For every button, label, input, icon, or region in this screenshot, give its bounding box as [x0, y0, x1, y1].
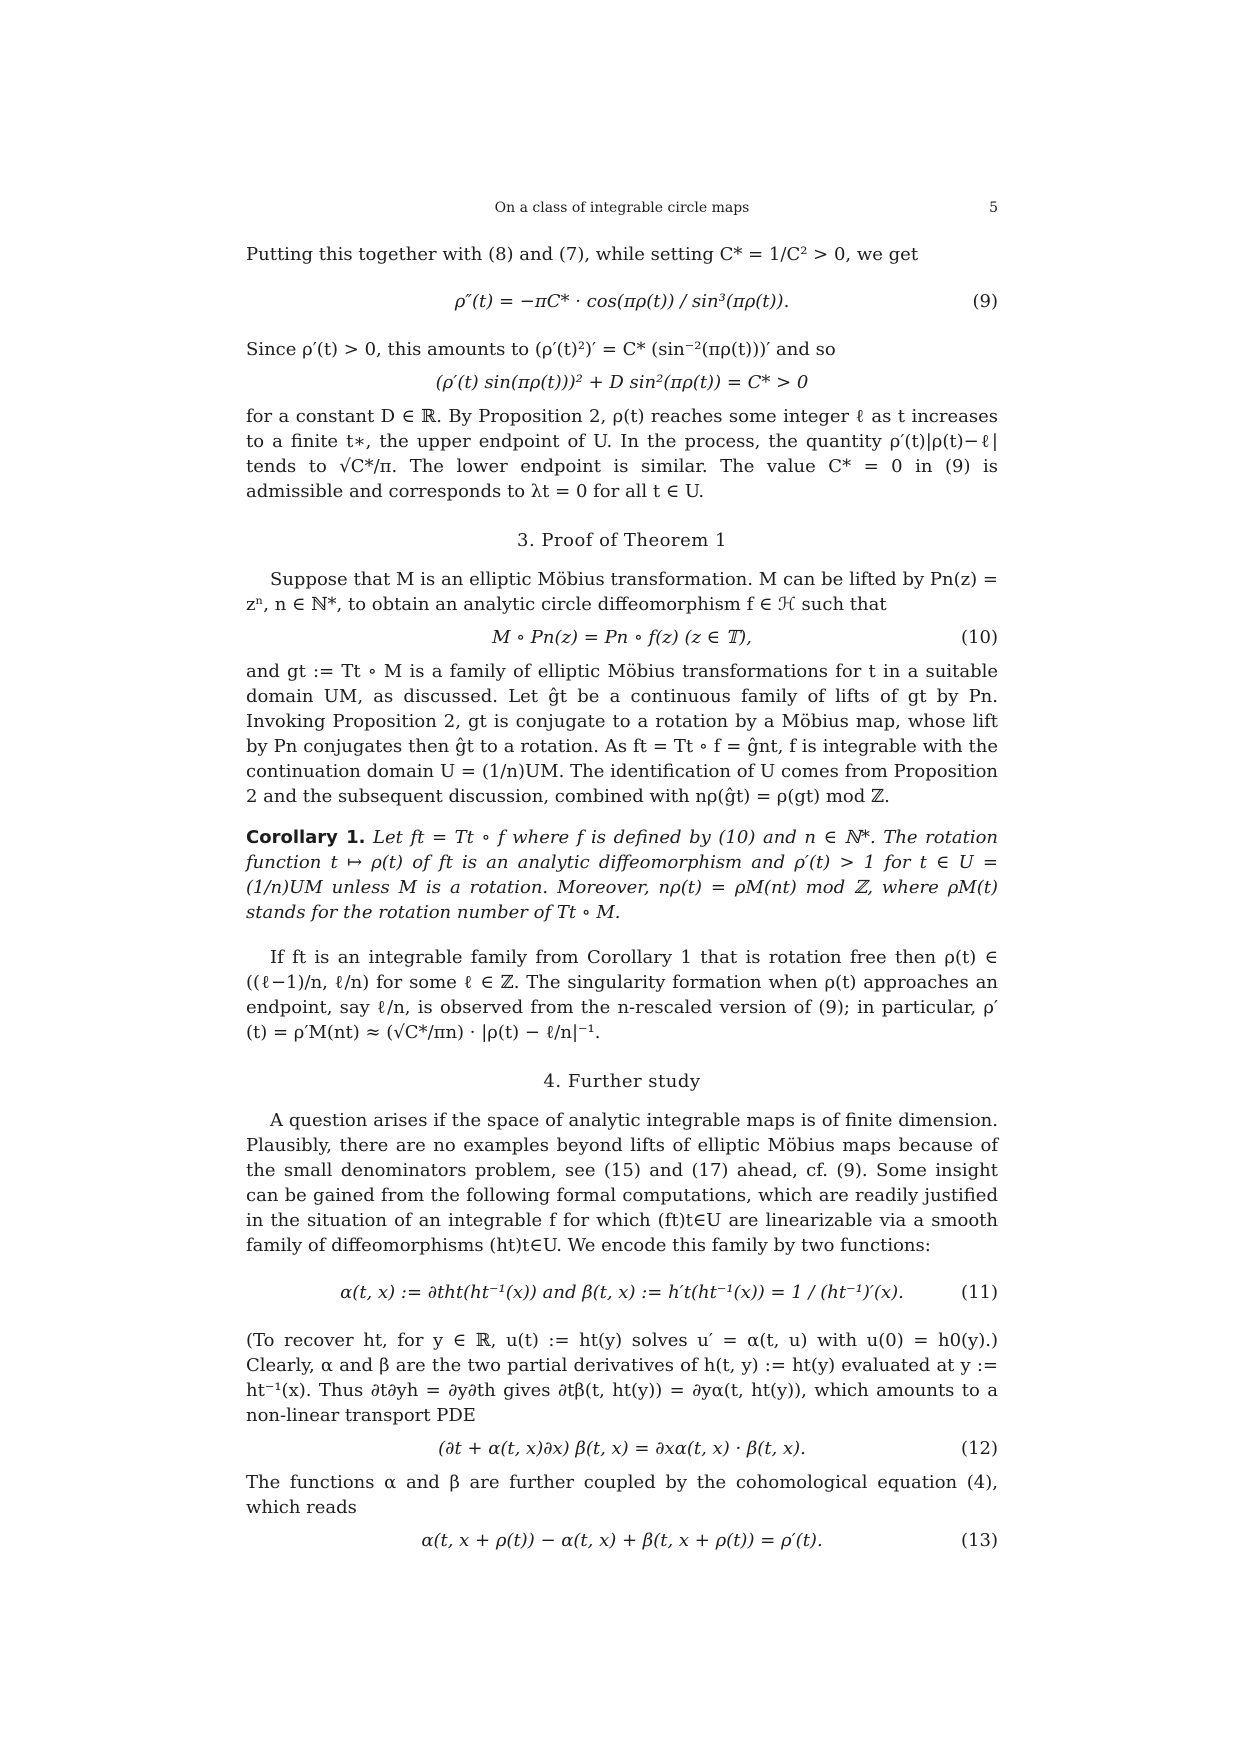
corollary-1	[246, 825, 998, 925]
equation-unnumbered-body: (ρ′(t) sin(πρ(t)))² + D sin²(πρ(t)) = C* > 0	[435, 372, 809, 393]
paragraph-8: (To recover ht, for y ∈ ℝ, u(t) := ht(y) solves u′ = α(t, u) with u(0) = h0(y).) Clearly, α and β are the two partial derivatives of h(t, y) := ht(y) evaluated at y := ht⁻¹(x). Thus ∂t∂yh = ∂y∂th gives ∂tβ(t, ht(y)) = ∂yα(t, ht(y)), which amounts to a non-linear transport PDE	[246, 1330, 998, 1426]
corollary-body: Let ft = Tt ∘ f where f is defined by (10) and n ∈ ℕ*. The rotation function t ↦ ρ(t) of ft is an analytic diffeomorphism and ρ′(t) > 1 for t ∈ U = (1/n)UM unless M is a rotation. Moreover, nρ(t) = ρM(nt) mod ℤ, where ρM(t) stands for the rotation number of Tt ∘ M.	[246, 827, 999, 923]
equation-13-body: α(t, x + ρ(t)) − α(t, x) + β(t, x + ρ(t)) = ρ′(t).	[421, 1530, 823, 1551]
paragraph-6: If ft is an integrable family from Corollary 1 that is rotation free then ρ(t) ∈ ((ℓ−1)/n, ℓ/n) for some ℓ ∈ ℤ. The singularity formation when ρ(t) approaches an endpoint, say ℓ/n, is observed from the n-rescaled version of (9); in particular, ρ′(t) = ρ′M(nt) ≈ (√C*/πn) · |ρ(t) − ℓ/n|⁻¹.	[246, 947, 998, 1043]
equation-10-number: (10)	[961, 627, 998, 648]
equation-10-body: M ∘ Pn(z) = Pn ∘ f(z) (z ∈ 𝕋),	[492, 627, 752, 648]
paragraph-3: for a constant D ∈ ℝ. By Proposition 2, ρ(t) reaches some integer ℓ as t increases to a finite t∗, the upper endpoint of U. In the process, the quantity ρ′(t)|ρ(t)−ℓ| tends to √C*/π. The lower endpoint is similar. The value C* = 0 in (9) is admissible and corresponds to λt = 0 for all t ∈ U.	[246, 406, 998, 502]
equation-12	[246, 1434, 998, 1464]
corollary-heading: Corollary 1.	[246, 827, 366, 848]
equation-9-body: ρ″(t) = −πC* · cos(πρ(t)) / sin³(πρ(t)).	[454, 291, 790, 312]
paragraph-7: A question arises if the space of analytic integrable maps is of finite dimension. Plausibly, there are no examples beyond lifts of elliptic Möbius maps because of the small denominators problem, see (15) and (17) ahead, cf. (9). Some insight can be gained from the following formal computations, which are readily justified in the situation of an integrable f for which (ft)t∈U are linearizable via a smooth family of diffeomorphisms (ht)t∈U. We encode this family by two functions:	[246, 1110, 998, 1256]
paragraph-4: Suppose that M is an elliptic Möbius transformation. M can be lifted by Pn(z) = zⁿ, n ∈ ℕ*, to obtain an analytic circle diffeomorphism f ∈ ℋ such that	[246, 569, 998, 615]
equation-11-body: α(t, x) := ∂tht(ht⁻¹(x)) and β(t, x) := h′t(ht⁻¹(x)) = 1 / (ht⁻¹)′(x).	[340, 1282, 904, 1303]
section-4-heading: 4. Further study	[543, 1071, 701, 1092]
equation-13	[246, 1526, 998, 1556]
paragraph-1: Putting this together with (8) and (7), while setting C* = 1/C² > 0, we get	[246, 244, 919, 265]
equation-12-number: (12)	[961, 1438, 998, 1459]
equation-13-number: (13)	[961, 1530, 998, 1551]
page-number: 5	[989, 200, 998, 216]
section-3-heading: 3. Proof of Theorem 1	[517, 530, 727, 551]
equation-9	[246, 273, 998, 331]
paragraph-2: Since ρ′(t) > 0, this amounts to (ρ′(t)²)′ = C* (sin⁻²(πρ(t)))′ and so	[246, 339, 836, 360]
paper-page	[246, 196, 998, 1562]
equation-10	[246, 623, 998, 653]
running-header	[246, 196, 998, 222]
equation-11	[246, 1264, 998, 1322]
paragraph-5: and gt := Tt ∘ M is a family of elliptic Möbius transformations for t in a suitable domain UM, as discussed. Let ĝt be a continuous family of lifts of gt by Pn. Invoking Proposition 2, gt is conjugate to a rotation by a Möbius map, whose lift by Pn conjugates then ĝt to a rotation. As ft = Tt ∘ f = ĝnt, f is integrable with the continuation domain U = (1/n)UM. The identification of U comes from Proposition 2 and the subsequent discussion, combined with nρ(ĝt) = ρ(gt) mod ℤ.	[246, 661, 998, 807]
equation-9-number: (9)	[972, 291, 998, 312]
paragraph-9: The functions α and β are further coupled by the cohomological equation (4), which reads	[246, 1472, 998, 1518]
equation-11-number: (11)	[961, 1282, 998, 1303]
running-title: On a class of integrable circle maps	[494, 200, 750, 216]
equation-unnumbered	[246, 368, 998, 398]
equation-12-body: (∂t + α(t, x)∂x) β(t, x) = ∂xα(t, x) · β(t, x).	[438, 1438, 806, 1459]
